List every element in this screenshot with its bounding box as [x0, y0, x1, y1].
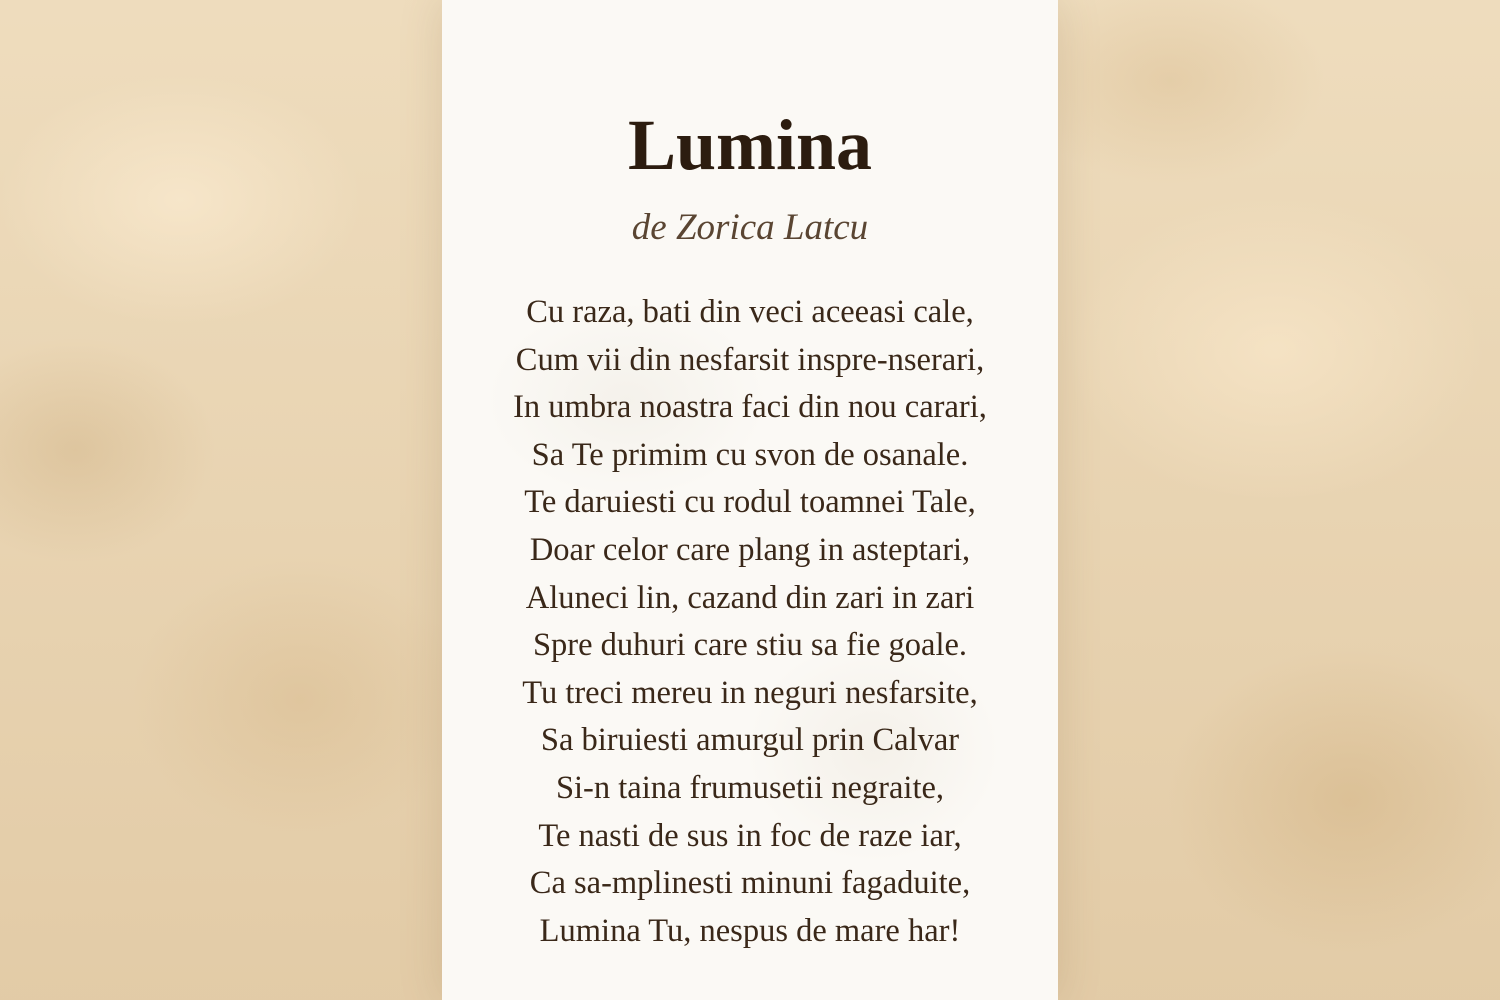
- poem-line: Cu raza, bati din veci aceeasi cale,: [526, 294, 974, 330]
- poem-page: [442, 0, 1058, 1000]
- poem-line: Sa biruiesti amurgul prin Calvar: [540, 722, 960, 759]
- poem-body: [442, 289, 1058, 955]
- poem-line: Ca sa-mplinesti minuni fagaduite,: [529, 865, 971, 902]
- poem-line: Doar celor care plang in asteptari,: [529, 531, 971, 568]
- poem-title: Lumina: [627, 105, 873, 185]
- poem-line: Si-n taina frumusetii negraite,: [555, 769, 945, 806]
- poem-line: Tu treci mereu in neguri nesfarsite,: [522, 674, 978, 711]
- poem-line: Te daruiesti cu rodul toamnei Tale,: [524, 484, 976, 521]
- poem-line: Lumina Tu, nespus de mare har!: [539, 912, 961, 949]
- poem-line: Spre duhuri care stiu sa fie goale.: [532, 627, 968, 664]
- poem-line: Cum vii din nesfarsit inspre-nserari,: [515, 341, 985, 378]
- poem-author: de Zorica Latcu: [631, 207, 869, 248]
- poem-line: In umbra noastra faci din nou carari,: [513, 389, 987, 426]
- poem-line: Sa Te primim cu svon de osanale.: [531, 436, 969, 473]
- poem-line: Te nasti de sus in foc de raze iar,: [538, 817, 962, 854]
- poem-line: Aluneci lin, cazand din zari in zari: [525, 579, 975, 616]
